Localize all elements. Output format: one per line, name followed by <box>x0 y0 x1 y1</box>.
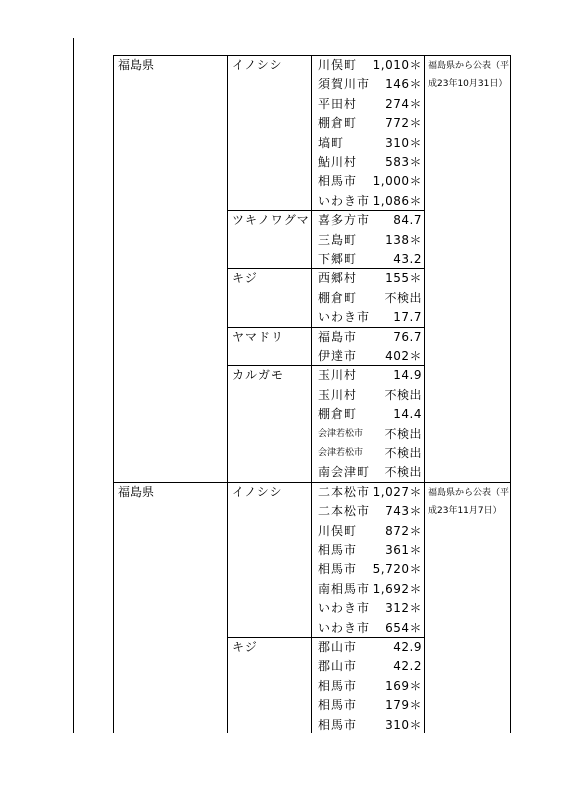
measurement-value: 772＊ <box>385 116 422 131</box>
animal-name: キジ <box>232 271 258 286</box>
measurement-value: 743＊ <box>385 504 422 519</box>
measurement-value: 17.7 <box>393 310 422 325</box>
municipality: いわき市 <box>318 620 371 635</box>
column-divider-source <box>424 55 425 733</box>
municipality: 郡山市 <box>318 659 358 674</box>
animal-name: イノシシ <box>232 484 283 499</box>
municipality: 下郷町 <box>318 252 358 266</box>
group-divider <box>227 327 424 328</box>
municipality: 会津若松市 <box>318 428 364 439</box>
measurement-value: 不検出 <box>384 387 422 402</box>
municipality: 塙町 <box>318 135 345 150</box>
municipality: 福島市 <box>318 329 358 344</box>
measurement-value: 84.7 <box>393 213 422 228</box>
measurement-value: 76.7 <box>393 329 422 344</box>
measurement-value: 不検出 <box>384 290 422 305</box>
block-divider <box>113 482 510 483</box>
group-divider <box>227 637 424 638</box>
prefecture-label: 福島県 <box>118 484 155 499</box>
municipality: 平田村 <box>318 96 358 111</box>
measurement-value: 402＊ <box>385 349 422 363</box>
municipality: 相馬市 <box>318 717 358 732</box>
municipality: 相馬市 <box>318 698 358 713</box>
measurement-value: 14.4 <box>393 407 422 422</box>
animal-name: ヤマドリ <box>232 329 285 344</box>
municipality: 南会津町 <box>318 465 371 480</box>
animal-name: イノシシ <box>232 58 283 72</box>
municipality: いわき市 <box>318 193 371 208</box>
municipality: 南相馬市 <box>318 581 371 596</box>
page-margin-line <box>73 38 74 733</box>
table-left-border <box>113 55 114 733</box>
measurement-value: 872＊ <box>385 523 422 538</box>
measurement-value: 不検出 <box>384 426 422 441</box>
municipality: 川俣町 <box>318 523 358 538</box>
municipality: 相馬市 <box>318 562 358 577</box>
table-right-border <box>510 55 511 733</box>
measurement-value: 310＊ <box>385 135 422 150</box>
measurement-value: 179＊ <box>385 698 422 713</box>
municipality: いわき市 <box>318 310 371 325</box>
municipality: 棚倉町 <box>318 290 358 305</box>
animal-name: カルガモ <box>232 368 285 383</box>
measurement-value: 42.2 <box>393 659 422 674</box>
municipality: 西郷村 <box>318 271 358 286</box>
municipality: 相馬市 <box>318 678 358 693</box>
municipality: 二本松市 <box>318 484 371 499</box>
municipality: 棚倉町 <box>318 116 358 131</box>
municipality: 川俣町 <box>318 58 358 72</box>
prefecture-label: 福島県 <box>118 58 155 72</box>
measurement-value: 1,000＊ <box>372 174 422 189</box>
municipality: 玉川村 <box>318 387 358 402</box>
municipality: 棚倉町 <box>318 407 358 422</box>
measurement-value: 1,692＊ <box>372 581 422 596</box>
source-note: 福島県から公表（平 <box>428 61 510 71</box>
animal-name: キジ <box>232 640 258 654</box>
municipality: 三島町 <box>318 232 358 247</box>
group-divider <box>227 365 424 366</box>
municipality: 相馬市 <box>318 543 358 557</box>
measurement-value: 5,720＊ <box>372 562 422 577</box>
municipality: 須賀川市 <box>318 77 371 92</box>
measurement-value: 310＊ <box>385 717 422 732</box>
measurement-value: 169＊ <box>385 678 422 693</box>
municipality: 相馬市 <box>318 174 358 189</box>
measurement-value: 42.9 <box>393 640 422 654</box>
measurement-value: 138＊ <box>385 232 422 247</box>
measurement-value: 654＊ <box>385 620 422 635</box>
measurement-value: 583＊ <box>385 155 422 169</box>
source-note: 福島県から公表（平 <box>428 487 510 498</box>
measurement-value: 312＊ <box>385 601 422 616</box>
measurement-value: 不検出 <box>384 465 422 480</box>
municipality: 伊達市 <box>318 349 358 363</box>
column-divider-animal <box>227 55 228 733</box>
municipality: 玉川村 <box>318 368 358 383</box>
measurement-value: 14.9 <box>393 368 422 383</box>
measurement-value: 1,027＊ <box>372 484 422 499</box>
measurement-value: 361＊ <box>385 543 422 557</box>
municipality: 喜多方市 <box>318 213 371 228</box>
municipality: 会津若松市 <box>318 448 364 458</box>
municipality: 二本松市 <box>318 504 371 519</box>
group-divider <box>227 268 424 269</box>
municipality: いわき市 <box>318 601 371 616</box>
measurement-value: 1,086＊ <box>372 193 422 208</box>
table-top-border <box>113 55 510 56</box>
municipality: 郡山市 <box>318 640 358 654</box>
measurement-value: 不検出 <box>384 446 422 460</box>
source-note: 成23年11月7日） <box>428 505 502 516</box>
measurement-value: 43.2 <box>393 252 422 266</box>
animal-name: ツキノワグマ <box>232 213 310 228</box>
measurement-value: 274＊ <box>385 96 422 111</box>
measurement-value: 1,010＊ <box>372 58 422 72</box>
measurement-value: 146＊ <box>385 77 422 92</box>
measurement-value: 155＊ <box>385 271 422 286</box>
source-note: 成23年10月31日） <box>428 79 508 89</box>
municipality: 鮎川村 <box>318 155 358 169</box>
column-divider-place <box>311 55 312 733</box>
group-divider <box>227 210 424 211</box>
